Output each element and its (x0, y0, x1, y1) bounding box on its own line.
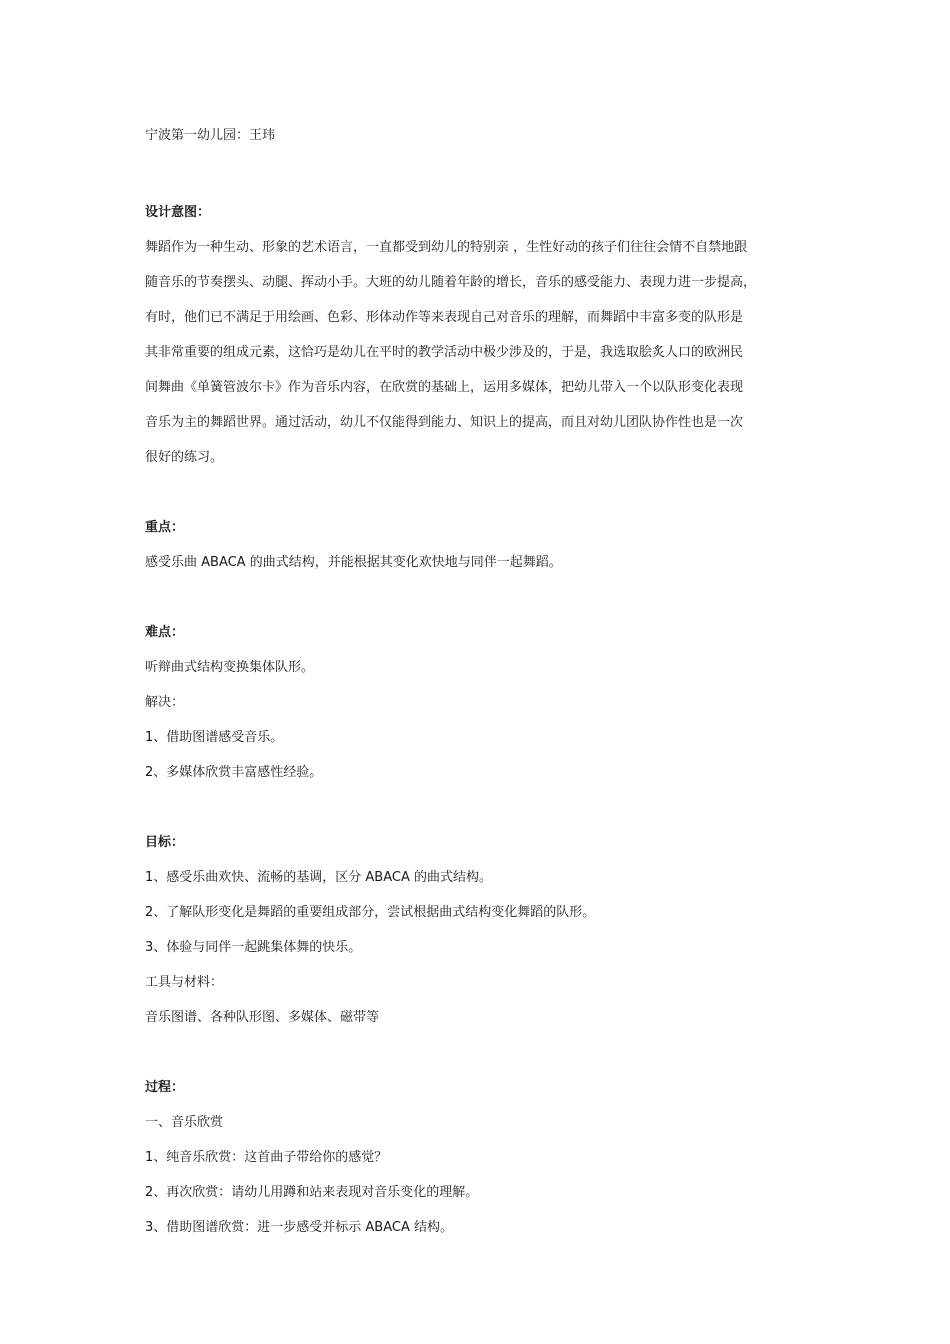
difficulty-heading: 难点： (145, 625, 185, 640)
difficulty-text: 听辩曲式结构变换集体队形。 (145, 660, 315, 675)
focus-heading: 重点： (145, 520, 185, 535)
design-line: 间舞曲《单簧管波尔卡》作为音乐内容，在欣赏的基础上，运用多媒体，把幼儿带入一个以队形变化表现 (145, 380, 744, 395)
focus-text: 感受乐曲 ABACA 的曲式结构，并能根据其变化欢快地与同伴一起舞蹈。 (145, 555, 562, 570)
solution-item: 1、借助图谱感受音乐。 (145, 730, 284, 745)
process-item: 1、纯音乐欣赏：这首曲子带给你的感觉？ (145, 1150, 388, 1165)
author-line: 宁波第一幼儿园：王玮 (145, 128, 276, 143)
process-heading: 过程： (145, 1080, 185, 1095)
solution-label: 解决： (145, 695, 185, 710)
process-subheading: 一、音乐欣赏 (145, 1115, 224, 1130)
goal-item: 1、感受乐曲欢快、流畅的基调，区分 ABACA 的曲式结构。 (145, 870, 492, 885)
materials-text: 音乐图谱、各种队形图、多媒体、磁带等 (145, 1010, 380, 1025)
spacer (145, 153, 810, 195)
design-heading: 设计意图： (145, 205, 211, 220)
design-line: 舞蹈作为一种生动、形象的艺术语言，一直都受到幼儿的特别亲 ，生性好动的孩子们往往会情不自禁地跟 (145, 240, 748, 255)
design-paragraph (145, 230, 810, 475)
goal-item: 2、了解队形变化是舞蹈的重要组成部分，尝试根据曲式结构变化舞蹈的队形。 (145, 905, 596, 920)
design-line: 有时，他们已不满足于用绘画、色彩、形体动作等来表现自己对音乐的理解，而舞蹈中丰富多变的队形是 (145, 310, 744, 325)
spacer (145, 475, 810, 510)
design-line: 随音乐的节奏摆头、动腿、挥动小手。大班的幼儿随着年龄的增长，音乐的感受能力、表现力进一步提高， (145, 275, 757, 290)
design-line: 音乐为主的舞蹈世界。通过活动，幼儿不仅能得到能力、知识上的提高，而且对幼儿团队协作性也是一次 (145, 415, 744, 430)
design-line: 其非常重要的组成元素，这恰巧是幼儿在平时的教学活动中极少涉及的，于是，我选取脍炙人口的欧洲民 (145, 345, 744, 360)
spacer (145, 790, 810, 825)
goal-item: 3、体验与同伴一起跳集体舞的快乐。 (145, 940, 362, 955)
process-item: 2、再次欣赏：请幼儿用蹲和站来表现对音乐变化的理解。 (145, 1185, 479, 1200)
spacer (145, 1035, 810, 1070)
document-page (145, 118, 810, 1245)
process-item: 3、借助图谱欣赏：进一步感受并标示 ABACA 结构。 (145, 1220, 453, 1235)
spacer (145, 580, 810, 615)
materials-label: 工具与材料： (145, 975, 224, 990)
goals-heading: 目标： (145, 835, 185, 850)
solution-item: 2、多媒体欣赏丰富感性经验。 (145, 765, 323, 780)
design-line: 很好的练习。 (145, 450, 224, 465)
